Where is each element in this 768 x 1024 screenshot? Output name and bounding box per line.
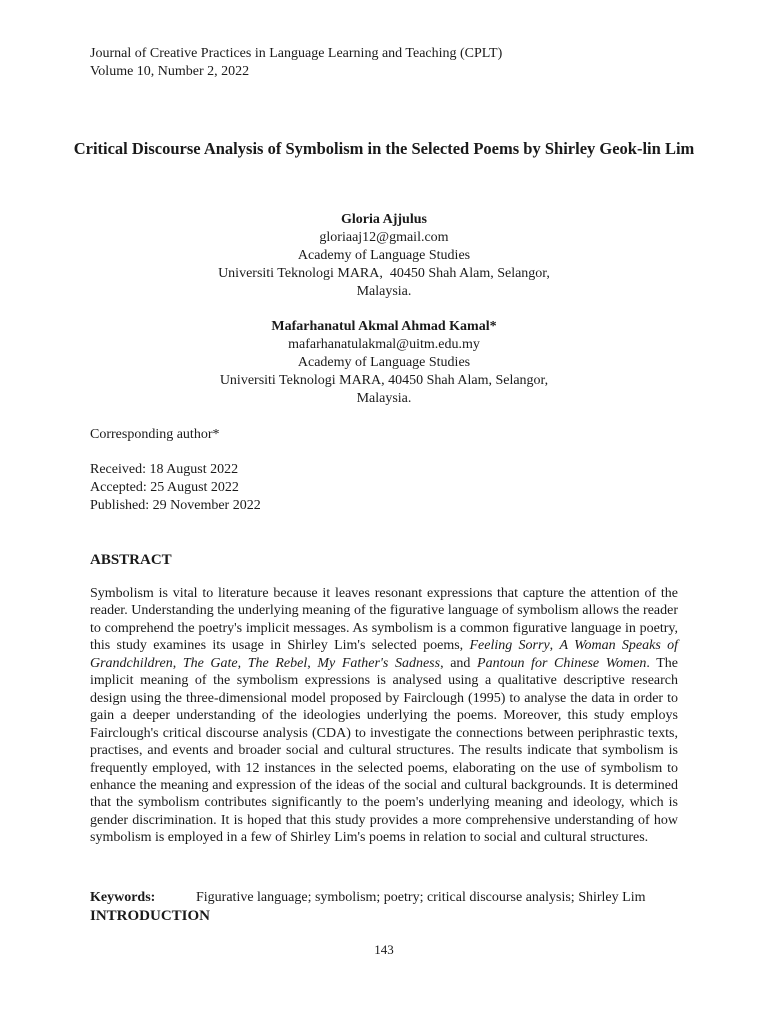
- journal-name: Journal of Creative Practices in Language Learning and Teaching (CPLT): [90, 46, 503, 61]
- author-name: Gloria Ajjulus: [341, 212, 427, 227]
- author-block-1: [0, 211, 768, 301]
- keywords-line: [90, 889, 645, 907]
- poem-title: My Father's Sadness: [317, 655, 441, 671]
- author-department: Academy of Language Studies: [297, 355, 471, 370]
- received-date: Received: 18 August 2022: [90, 462, 239, 477]
- journal-header: [90, 45, 502, 81]
- publication-dates: [90, 461, 261, 515]
- author-institution: Universiti Teknologi MARA, 40450 Shah Alam, Selangor,: [219, 373, 549, 388]
- separator: ,: [172, 655, 183, 671]
- separator: ,: [237, 655, 248, 671]
- keywords-label: Keywords:: [90, 890, 156, 905]
- abstract-text: Symbolism is vital to literature because it leaves resonant expressions that capture the attention of the reader. Understanding the underlying meaning of the figurative language of symbolism allows the reader to comprehend the poetry's implicit messages. As symbolism is a common figurative language in poetry, this study examines its usage in Shirley Lim's selected poems,: [90, 586, 678, 654]
- author-country: Malaysia.: [356, 284, 412, 299]
- accepted-date: Accepted: 25 August 2022: [90, 480, 239, 495]
- page-number: 143: [374, 942, 394, 957]
- introduction-heading: INTRODUCTION: [90, 908, 211, 924]
- poem-title: A Woman Speaks of Grandchildren: [90, 638, 679, 671]
- author-department: Academy of Language Studies: [297, 248, 471, 263]
- author-country: Malaysia.: [356, 391, 412, 406]
- author-institution: Universiti Teknologi MARA, 40450 Shah Alam, Selangor,: [218, 266, 550, 281]
- abstract-heading: ABSTRACT: [90, 552, 172, 568]
- journal-volume: Volume 10, Number 2, 2022: [90, 64, 250, 79]
- abstract-body: [90, 585, 678, 847]
- corresponding-author-note: Corresponding author*: [90, 427, 220, 442]
- paper-title: Critical Discourse Analysis of Symbolism in the Selected Poems by Shirley Geok-lin Lim: [73, 139, 695, 158]
- poem-title: The Gate: [182, 655, 238, 671]
- separator: ,: [307, 655, 318, 671]
- separator: ,: [549, 638, 560, 654]
- published-date: Published: 29 November 2022: [90, 498, 261, 513]
- poem-title: Feeling Sorry: [469, 638, 550, 654]
- separator: , and: [440, 655, 478, 671]
- poem-title: Pantoun for Chinese Women: [477, 655, 647, 671]
- keywords-value: Figurative language; symbolism; poetry; critical discourse analysis; Shirley Lim: [196, 890, 646, 905]
- author-email: mafarhanatulakmal@uitm.edu.my: [288, 337, 480, 352]
- author-block-2: [0, 318, 768, 408]
- author-email: gloriaaj12@gmail.com: [319, 230, 449, 245]
- poem-title: The Rebel: [247, 655, 308, 671]
- abstract-text: . The implicit meaning of the symbolism expressions is analysed using a qualitative descriptive research design using the three-dimensional model proposed by Fairclough (1995) to analyse the data in order to gain a deeper understanding of the ideologies underlying the poems. Moreover, this study employs Fairclough's critical discourse analysis (CDA) to investigate the connections between periphrastic texts, practises, and events and broader social and cultural structures. The results indicate that symbolism is frequently employed, with 12 instances in the selected poems, elaborating on the use of symbolism to enhance the meaning and expression of the ideas of the social and cultural backgrounds. It is determined that the symbolism contributes significantly to the poem's underlying meaning and ideology, which is gender discrimination. It is hoped that this study provides a more comprehensive understanding of how symbolism is employed in a few of Shirley Lim's poems in relation to social and cultural structures.: [90, 655, 679, 846]
- author-name: Mafarhanatul Akmal Ahmad Kamal*: [271, 319, 497, 334]
